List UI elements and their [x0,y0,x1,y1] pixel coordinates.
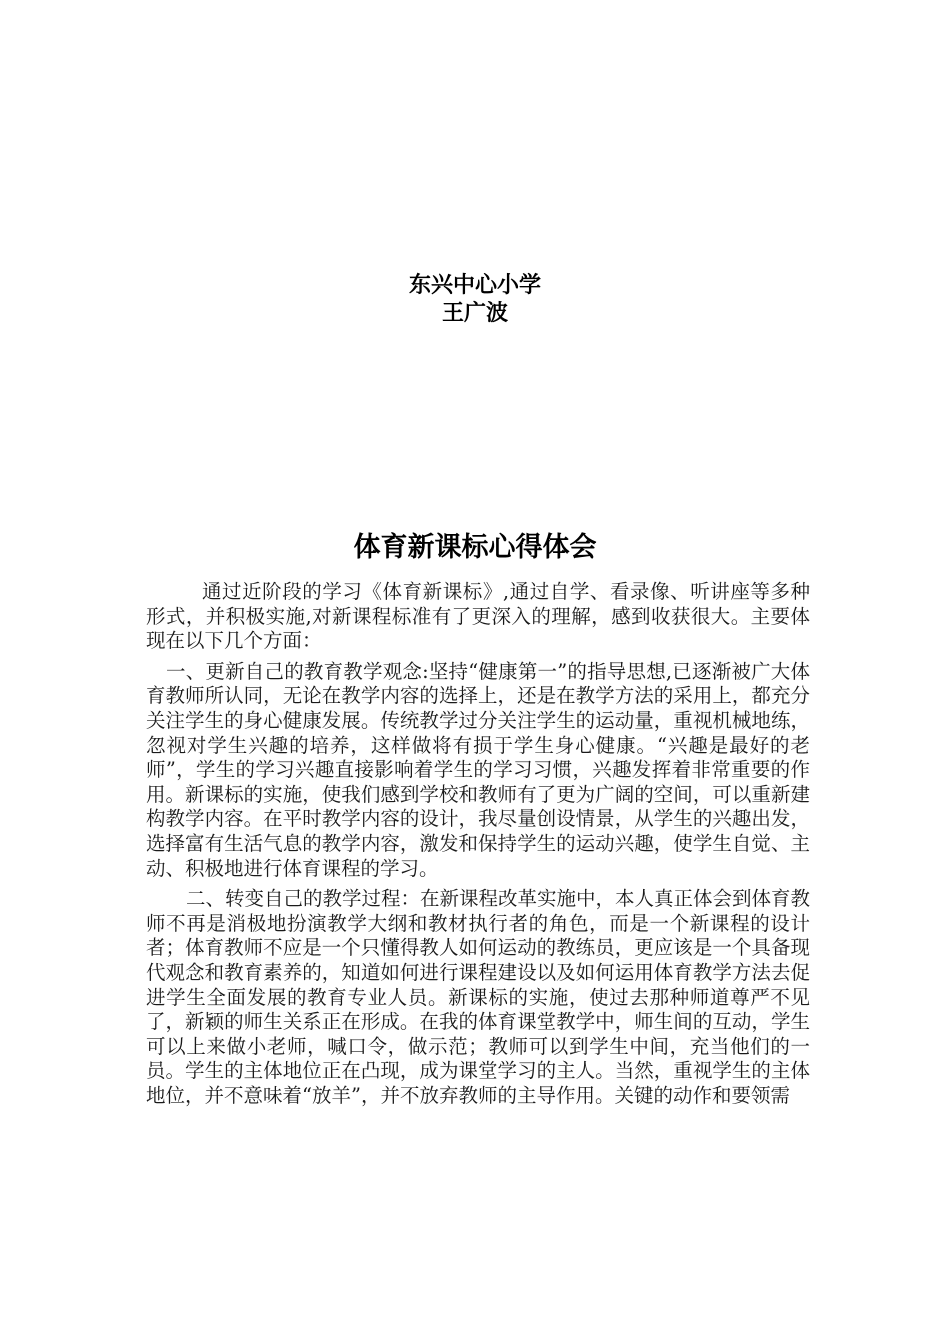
paragraph-intro: 通过近阶段的学习《体育新课标》,通过自学、看录像、听讲座等多种形式，并积极实施,对新课程标准有了更深入的理解，感到收获很大。主要体现在以下几个方面： [146,580,810,653]
author-header [0,272,950,328]
paragraph-section-2: 二、转变自己的教学过程：在新课程改革实施中，本人真正体会到体育教师不再是消极地扮演教学大纲和教材执行者的角色，而是一个新课程的设计者；体育教师不应是一个只懂得教人如何运动的教练员，更应该是一个具备现代观念和教育素养的，知道如何进行课程建设以及如何运用体育教学方法去促进学生全面发展的教育专业人员。新课标的实施，使过去那种师道尊严不见了，新颖的师生关系正在形成。在我的体育课堂教学中，师生间的互动，学生可以上来做小老师，喊口令，做示范；教师可以到学生中间，充当他们的一员。学生的主体地位正在凸现，成为课堂学习的主人。当然，重视学生的主体地位，并不意味着“放羊”，并不放弃教师的主导作用。关键的动作和要领需 [146,887,811,1107]
author-name: 王广波 [441,301,508,326]
document-title: 体育新课标心得体会 [353,532,597,563]
paragraph-section-1: 一、更新自己的教育教学观念:坚持“健康第一”的指导思想,已逐渐被广大体育教师所认同，无论在教学内容的选择上，还是在教学方法的采用上，都充分关注学生的身心健康发展。传统教学过分关注学生的运动量，重视机械地练，忽视对学生兴趣的培养，这样做将有损于学生身心健康。“兴趣是最好的老师”，学生的学习兴趣直接影响着学生的学习习惯，兴趣发挥着非常重要的作用。新课标的实施，使我们感到学校和教师有了更为广阔的空间，可以重新建构教学内容。在平时教学内容的设计，我尽量创设情景，从学生的兴趣出发，选择富有生活气息的教学内容，激发和保持学生的运动兴趣，使学生自觉、主动、积极地进行体育课程的学习。 [146,659,810,880]
school-name: 东兴中心小学 [408,273,541,298]
document-body [146,580,810,1114]
